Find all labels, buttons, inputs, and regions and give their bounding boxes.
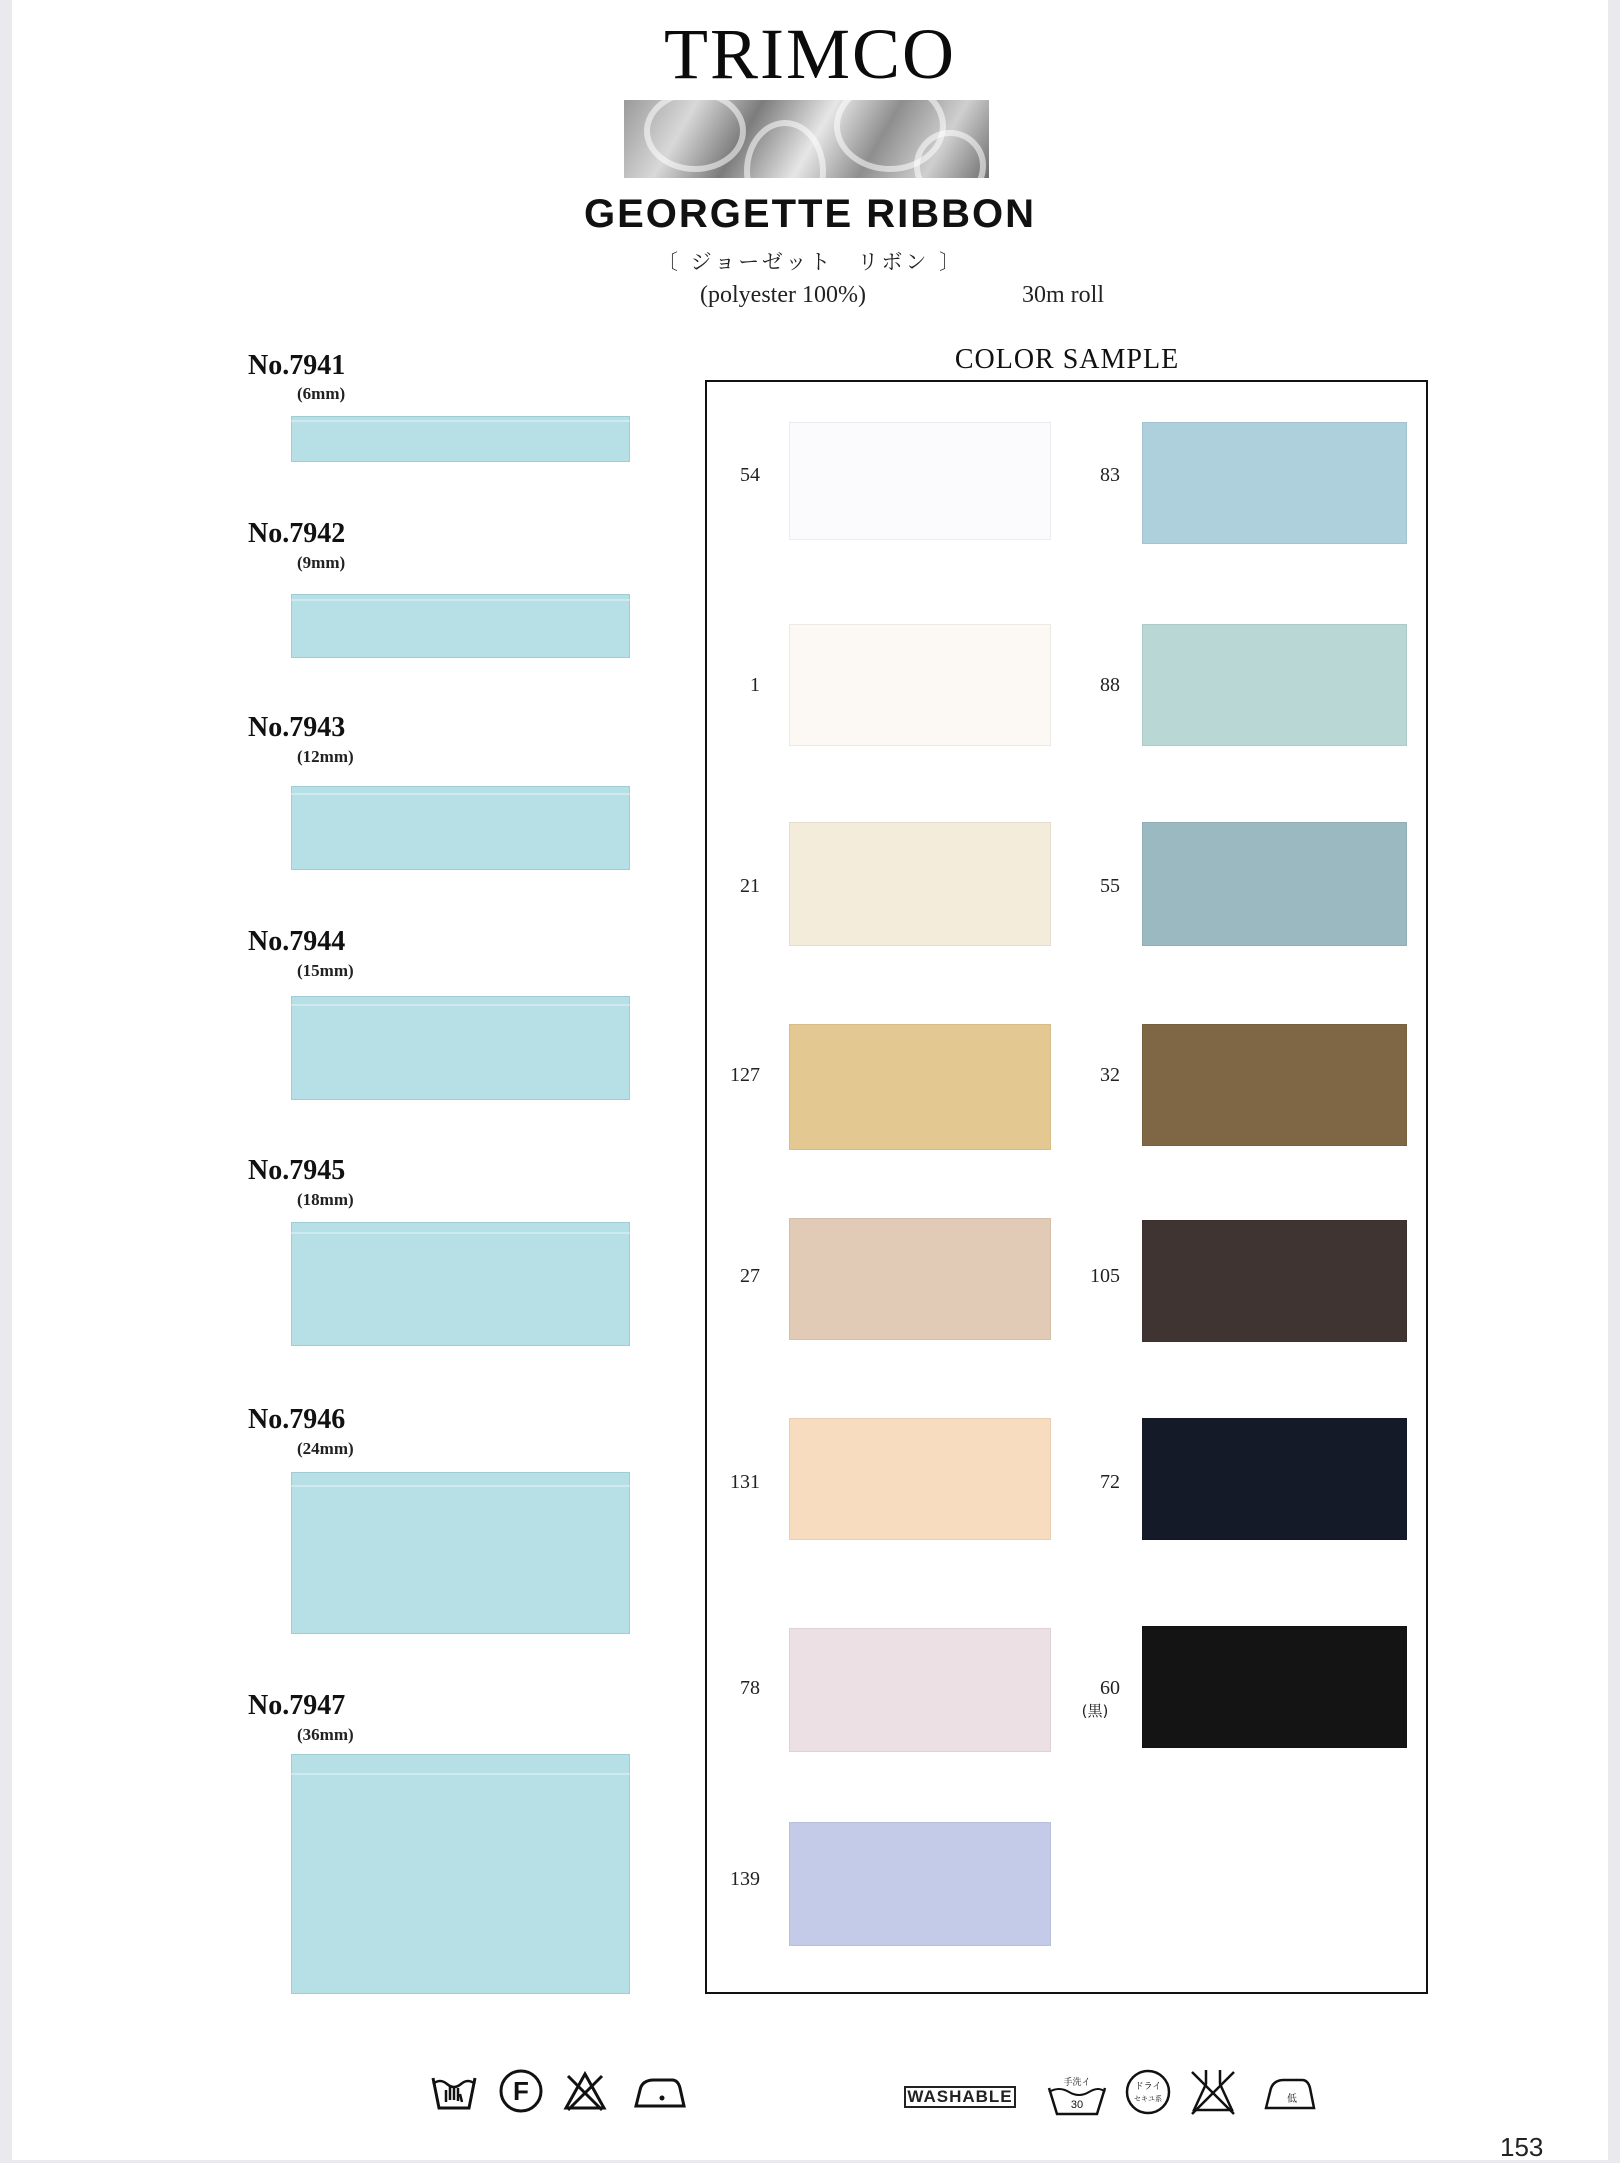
color-sample-heading: COLOR SAMPLE bbox=[954, 344, 1180, 375]
ribbon-sample-7945 bbox=[291, 1222, 630, 1346]
color-swatch bbox=[1142, 1626, 1407, 1748]
color-code: 127 bbox=[730, 1064, 760, 1086]
color-swatch bbox=[789, 1822, 1051, 1946]
wash-tub-30-icon bbox=[1046, 2076, 1108, 2118]
product-number-7942: No.7942 bbox=[248, 518, 346, 549]
no-chlorine-bleach-icon bbox=[1188, 2066, 1238, 2116]
color-code: 83 bbox=[1100, 464, 1120, 486]
product-width-7947: (36mm) bbox=[297, 1725, 354, 1744]
color-swatch bbox=[789, 1218, 1051, 1340]
color-swatch bbox=[1142, 1220, 1407, 1342]
color-swatch bbox=[789, 1418, 1051, 1540]
color-code: 105 bbox=[1090, 1265, 1120, 1287]
ribbon-sample-7944 bbox=[291, 996, 630, 1100]
iron-temperature: 低 bbox=[1287, 2094, 1297, 2105]
iron-low-jp-icon bbox=[1260, 2072, 1316, 2114]
dry-clean-f-icon bbox=[498, 2068, 544, 2114]
ribbon-sample-7947 bbox=[291, 1754, 630, 1994]
ribbon-sample-7941 bbox=[291, 416, 630, 462]
product-width-7943: (12mm) bbox=[297, 747, 354, 766]
color-swatch bbox=[1142, 422, 1407, 544]
wash-temperature: 30 bbox=[1070, 2099, 1084, 2111]
color-code-value: 60 bbox=[1100, 1677, 1120, 1699]
color-code: 54 bbox=[740, 464, 760, 486]
color-swatch bbox=[789, 822, 1051, 946]
washable-label: WASHABLE bbox=[904, 2086, 1016, 2108]
wash-tub-label: 手洗イ bbox=[1063, 2078, 1091, 2088]
hand-wash-icon bbox=[430, 2070, 478, 2114]
color-code: 1 bbox=[750, 674, 760, 696]
no-bleach-icon bbox=[562, 2068, 608, 2114]
svg-text:F: F bbox=[513, 2076, 529, 2106]
product-number-7946: No.7946 bbox=[248, 1404, 346, 1435]
material-label: (polyester 100%) bbox=[700, 282, 866, 308]
product-width-7945: (18mm) bbox=[297, 1190, 354, 1209]
color-swatch bbox=[789, 624, 1051, 746]
product-width-7944: (15mm) bbox=[297, 961, 354, 980]
brand-logo: TRIMCO bbox=[663, 14, 957, 94]
color-swatch bbox=[789, 422, 1051, 540]
color-code: 131 bbox=[730, 1471, 760, 1493]
dry-clean-solvent: セキユ系 bbox=[1134, 2095, 1162, 2103]
color-code: 27 bbox=[740, 1265, 760, 1287]
ribbon-lace-banner-image bbox=[624, 100, 989, 178]
product-width-7946: (24mm) bbox=[297, 1439, 354, 1458]
product-number-7945: No.7945 bbox=[248, 1155, 346, 1186]
dry-clean-label: ドライ bbox=[1134, 2082, 1162, 2092]
color-code: 32 bbox=[1100, 1064, 1120, 1086]
product-title-japanese: 〔 ジョーゼット リボン 〕 bbox=[656, 250, 964, 274]
color-swatch bbox=[789, 1628, 1051, 1752]
iron-low-icon bbox=[628, 2072, 686, 2114]
color-swatch bbox=[1142, 1024, 1407, 1146]
product-number-7947: No.7947 bbox=[248, 1690, 346, 1721]
product-number-7943: No.7943 bbox=[248, 712, 346, 743]
color-swatch bbox=[789, 1024, 1051, 1150]
color-code: 88 bbox=[1100, 674, 1120, 696]
product-width-7941: (6mm) bbox=[297, 384, 346, 403]
color-code-note: (黒) bbox=[1081, 1702, 1109, 1720]
color-code: 72 bbox=[1100, 1471, 1120, 1493]
color-swatch bbox=[1142, 822, 1407, 946]
product-width-7942: (9mm) bbox=[297, 553, 346, 572]
product-number-7944: No.7944 bbox=[248, 926, 346, 957]
ribbon-sample-7942 bbox=[291, 594, 630, 658]
color-code: 55 bbox=[1100, 875, 1120, 897]
dry-clean-jp-icon bbox=[1124, 2068, 1172, 2116]
color-swatch bbox=[1142, 1418, 1407, 1540]
product-number-7941: No.7941 bbox=[248, 350, 346, 381]
page-number: 153 bbox=[1500, 2132, 1544, 2162]
ribbon-sample-7946 bbox=[291, 1472, 630, 1634]
color-code: 21 bbox=[740, 875, 760, 897]
roll-length-label: 30m roll bbox=[1022, 282, 1104, 308]
product-title: GEORGETTE RIBBON bbox=[583, 192, 1037, 236]
color-code-60 bbox=[1070, 1677, 1120, 1721]
ribbon-sample-7943 bbox=[291, 786, 630, 870]
color-code: 78 bbox=[740, 1677, 760, 1699]
color-swatch bbox=[1142, 624, 1407, 746]
color-code: 139 bbox=[730, 1868, 760, 1890]
